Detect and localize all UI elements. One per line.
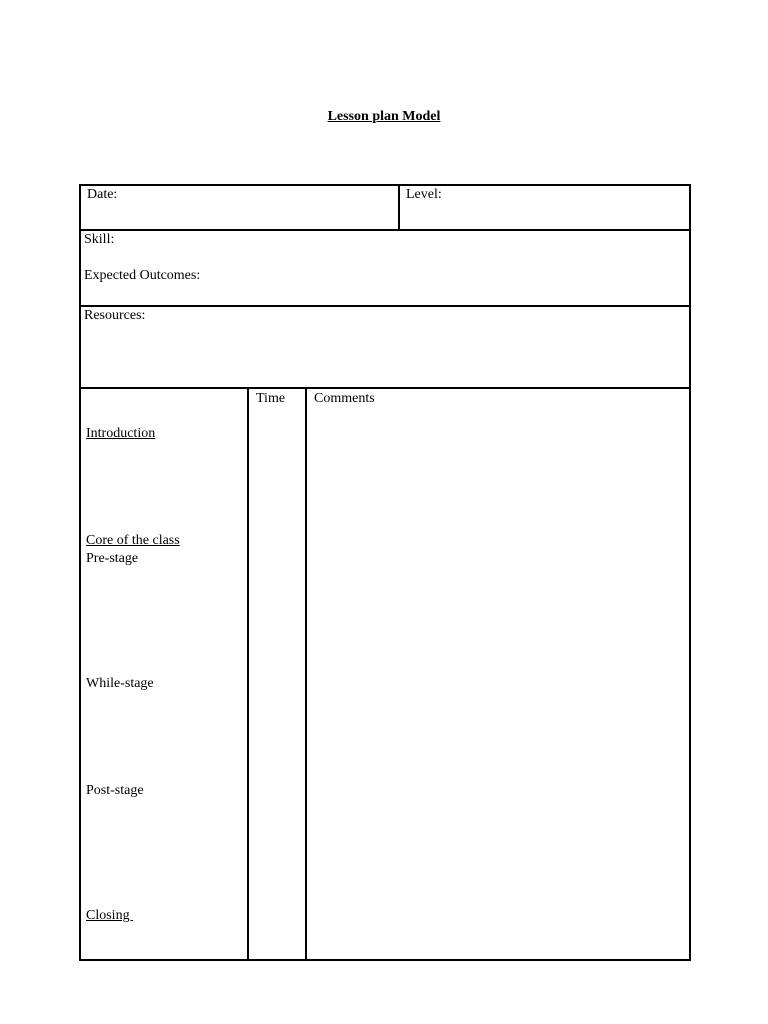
document-title: Lesson plan Model <box>327 109 441 124</box>
stage-while: While-stage <box>86 676 154 691</box>
stage-post: Post-stage <box>86 783 144 798</box>
time-column-header: Time <box>256 391 286 406</box>
stage-core: Core of the class <box>86 533 180 548</box>
stage-closing: Closing <box>86 908 134 923</box>
divider-time-comments <box>305 388 307 960</box>
resources-label: Resources: <box>84 308 146 323</box>
divider-header <box>79 229 691 231</box>
divider-skill <box>79 305 691 307</box>
date-label: Date: <box>87 187 118 202</box>
comments-column-header: Comments <box>314 391 375 406</box>
lesson-plan-form <box>79 184 691 961</box>
stage-introduction: Introduction <box>86 426 156 441</box>
expected-outcomes-label: Expected Outcomes: <box>84 268 201 283</box>
level-label: Level: <box>406 187 442 202</box>
stage-pre: Pre-stage <box>86 551 139 566</box>
divider-stage-time <box>247 388 249 960</box>
divider-date-level <box>398 184 400 230</box>
divider-resources <box>79 387 691 389</box>
skill-label: Skill: <box>84 232 115 247</box>
